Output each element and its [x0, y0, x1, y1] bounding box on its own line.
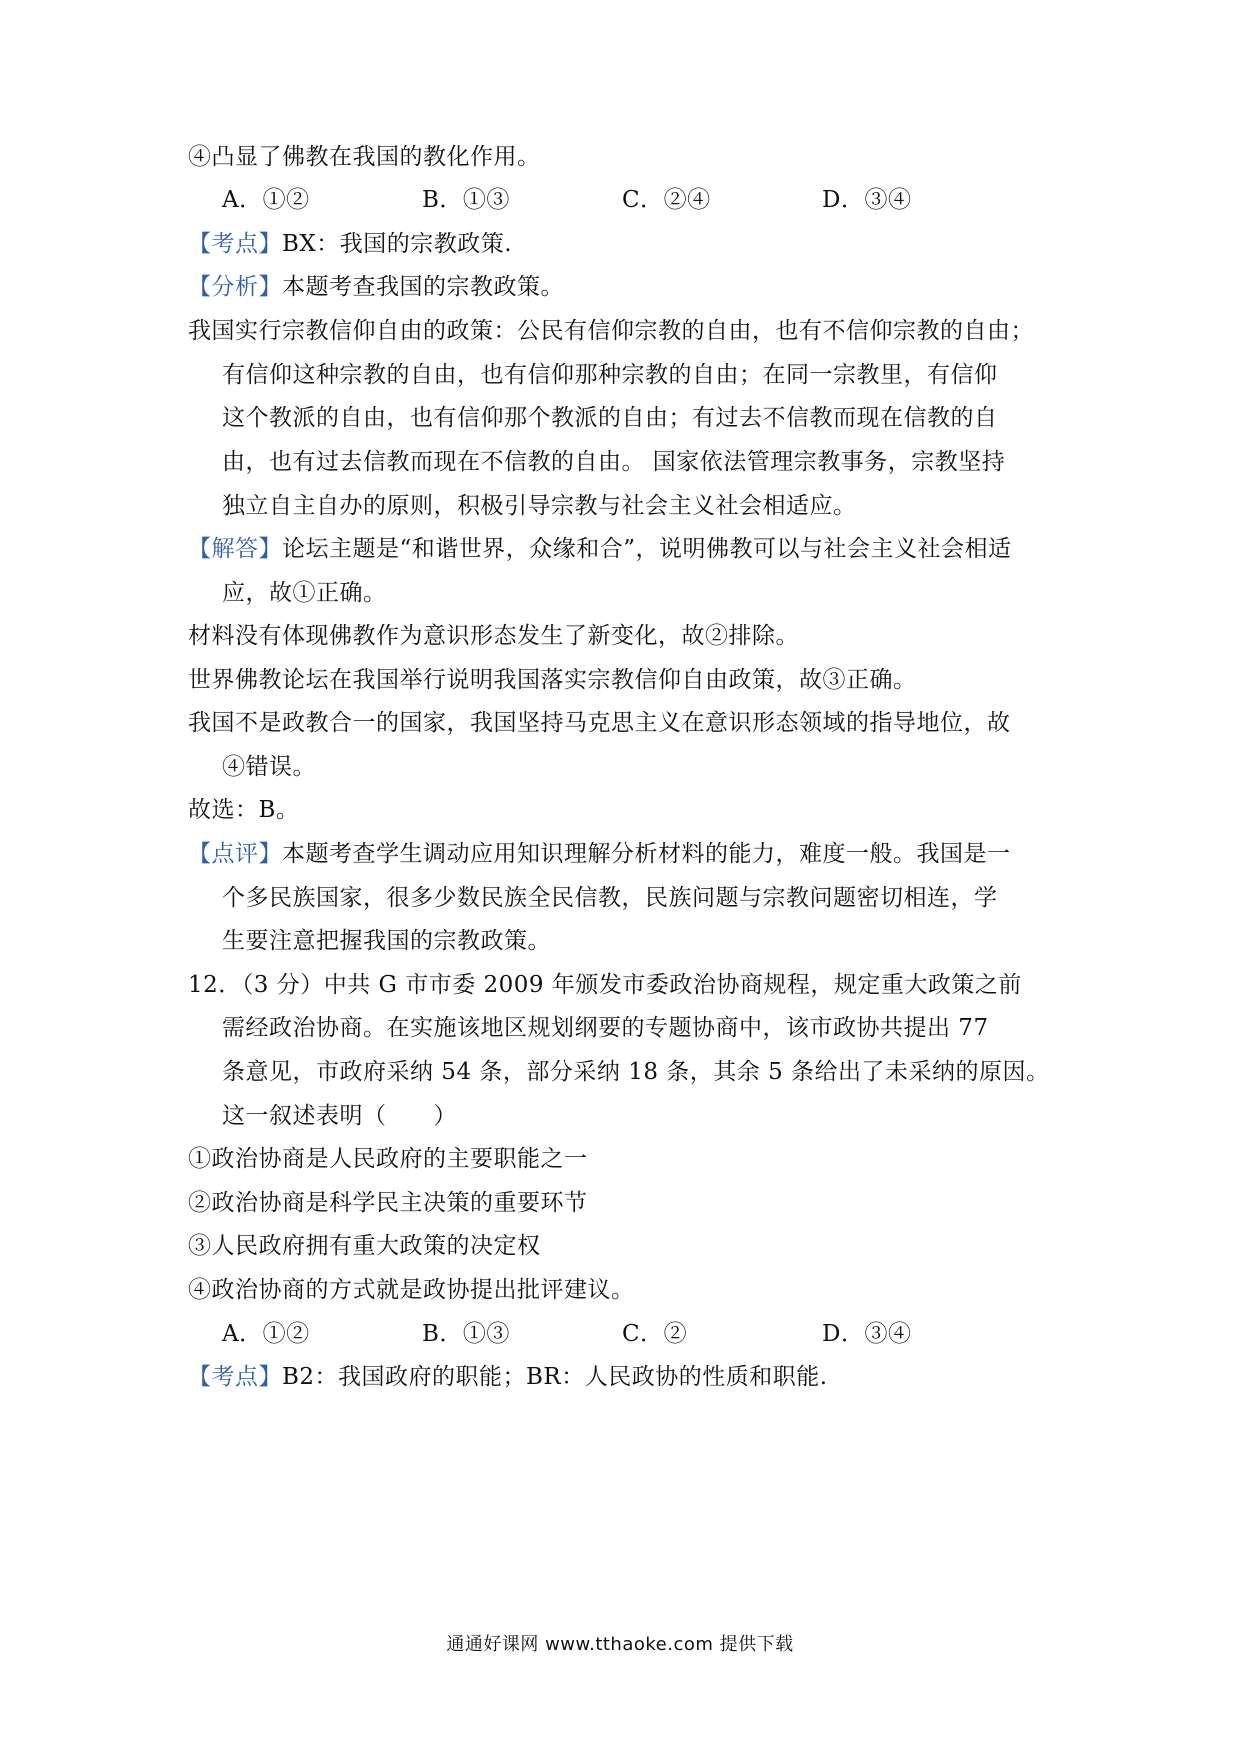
policy-line-2: 有信仰这种宗教的自由，也有信仰那种宗教的自由；在同一宗教里，有信仰: [222, 362, 998, 388]
option-c: C．②④: [622, 187, 711, 213]
policy-line-5: 独立自主自办的原则，积极引导宗教与社会主义社会相适应。: [222, 493, 857, 519]
q12-options: [222, 1317, 1022, 1351]
q12-statement-1: ①政治协商是人民政府的主要职能之一: [188, 1146, 588, 1172]
fenxi-text: 本题考查我国的宗教政策。: [282, 274, 564, 300]
q12-option-d: D．③④: [822, 1321, 912, 1347]
q12-option-c: C．②: [622, 1321, 688, 1347]
q12-kaodian-text: B2：我国政府的职能；BR：人民政协的性质和职能.: [282, 1364, 828, 1390]
policy-line-3: 这个教派的自由，也有信仰那个教派的自由；有过去不信教而现在信教的自: [222, 405, 998, 431]
jieda-line-5: 我国不是政教合一的国家，我国坚持马克思主义在意识形态领域的指导地位，故: [188, 710, 1011, 736]
option-a: A．①②: [222, 187, 310, 213]
q12-statement-3: ③人民政府拥有重大政策的决定权: [188, 1233, 541, 1259]
jieda-tag: 【解答】: [188, 536, 282, 562]
prev-statement-4: ④凸显了佛教在我国的教化作用。: [188, 144, 541, 170]
q12-line-2: 需经政治协商。在实施该地区规划纲要的专题协商中，该市政协共提出 77: [222, 1015, 989, 1041]
q12-option-b: B．①③: [422, 1321, 510, 1347]
dianping-text-1: 本题考查学生调动应用知识理解分析材料的能力，难度一般。我国是一: [282, 841, 1011, 867]
q12-option-a: A．①②: [222, 1321, 310, 1347]
page-footer: 通通好课网 www.tthaoke.com 提供下载: [446, 1634, 794, 1655]
kaodian-tag: 【考点】: [188, 231, 282, 257]
q12-line-4: 这一叙述表明（ ）: [222, 1103, 457, 1129]
fenxi-line: [188, 270, 1068, 304]
q12-statement-4: ④政治协商的方式就是政协提出批评建议。: [188, 1277, 635, 1303]
q12-kaodian-line: [188, 1360, 1068, 1394]
dianping-line-3: 生要注意把握我国的宗教政策。: [222, 928, 551, 954]
q12-line-3: 条意见，市政府采纳 54 条，部分采纳 18 条，其余 5 条给出了未采纳的原因。: [222, 1059, 1050, 1085]
q12-statement-2: ②政治协商是科学民主决策的重要环节: [188, 1190, 588, 1216]
jieda-line-4: 世界佛教论坛在我国举行说明我国落实宗教信仰自由政策，故③正确。: [188, 667, 917, 693]
dianping-tag: 【点评】: [188, 841, 282, 867]
jieda-line-3: 材料没有体现佛教作为意识形态发生了新变化，故②排除。: [188, 623, 799, 649]
option-b: B．①③: [422, 187, 510, 213]
jieda-line-6: ④错误。: [222, 754, 316, 780]
option-d: D．③④: [822, 187, 912, 213]
policy-line-1: 我国实行宗教信仰自由的政策：公民有信仰宗教的自由，也有不信仰宗教的自由；: [188, 318, 1034, 344]
dianping-line-1: [188, 837, 1068, 871]
policy-line-4: 由，也有过去信教而现在不信教的自由。 国家依法管理宗教事务，宗教坚持: [222, 449, 1006, 475]
jieda-text-1: 论坛主题是“和谐世界，众缘和合”，说明佛教可以与社会主义社会相适: [282, 536, 1012, 562]
answer-line: 故选：B。: [188, 797, 300, 823]
jieda-line-2: 应，故①正确。: [222, 580, 387, 606]
kaodian-line: [188, 227, 1068, 261]
jieda-line-1: [188, 532, 1068, 566]
kaodian-text: BX：我国的宗教政策.: [282, 231, 513, 257]
prev-options: [222, 183, 1022, 217]
q12-kaodian-tag: 【考点】: [188, 1364, 282, 1390]
q12-line-1: 12．（3 分）中共 G 市市委 2009 年颁发市委政治协商规程，规定重大政策之前: [188, 972, 1022, 998]
dianping-line-2: 个多民族国家，很多少数民族全民信教，民族问题与宗教问题密切相连，学: [222, 885, 998, 911]
fenxi-tag: 【分析】: [188, 274, 282, 300]
